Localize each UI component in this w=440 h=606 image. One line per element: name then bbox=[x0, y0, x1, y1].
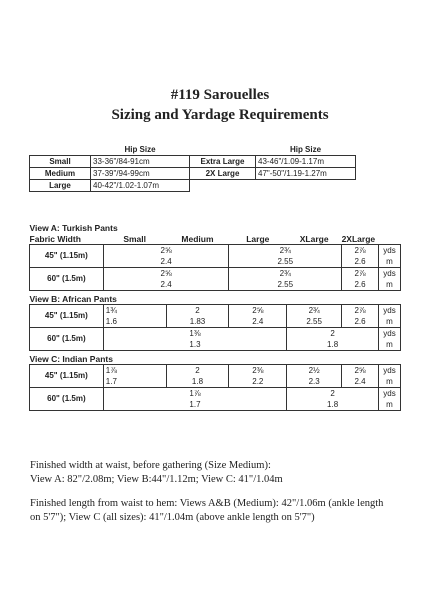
meter-value: 2.6 bbox=[342, 279, 379, 291]
unit-label: yds bbox=[378, 388, 400, 400]
table-row bbox=[30, 156, 356, 168]
unit-label: yds bbox=[378, 305, 400, 317]
meter-value: 1.83 bbox=[166, 316, 229, 328]
hip-size-table bbox=[29, 145, 356, 192]
meter-value: 1.8 bbox=[287, 399, 379, 411]
table-row bbox=[30, 305, 401, 317]
table-row bbox=[30, 328, 401, 340]
yardage-value: 2⅝ bbox=[342, 365, 379, 377]
note-line: View A: 82"/2.08m; View B:44"/1.12m; View C: 41"/1.04m bbox=[30, 474, 283, 485]
length-note bbox=[30, 497, 420, 525]
unit-label: yds bbox=[378, 268, 400, 280]
fabric-width: 60" (1.5m) bbox=[30, 328, 104, 351]
size-name: 2X Large bbox=[190, 168, 256, 180]
hip-size-header-right: Hip Size bbox=[289, 145, 322, 154]
document-subtitle: Sizing and Yardage Requirements bbox=[111, 107, 329, 123]
yardage-value: 2 bbox=[287, 328, 379, 340]
fabric-width: 60" (1.5m) bbox=[30, 268, 104, 291]
size-name: Small bbox=[30, 156, 91, 168]
hip-measure: 40-42"/1.02-1.07m bbox=[91, 180, 190, 192]
yardage-value: 2½ bbox=[287, 365, 342, 377]
size-name: Large bbox=[30, 180, 91, 192]
table-row bbox=[30, 245, 401, 257]
unit-label: yds bbox=[378, 328, 400, 340]
table-row bbox=[30, 365, 401, 377]
size-name: Medium bbox=[30, 168, 91, 180]
unit-label: yds bbox=[378, 245, 400, 257]
meter-value: 2.2 bbox=[229, 376, 287, 388]
table-row bbox=[30, 388, 401, 400]
yardage-value: 2⅜ bbox=[229, 365, 287, 377]
view-b-title: View B: African Pants bbox=[29, 293, 117, 304]
view-a-title: View A: Turkish Pants bbox=[29, 222, 118, 233]
hip-measure: 43-46"/1.09-1.17m bbox=[256, 156, 356, 168]
unit-label: m bbox=[378, 376, 400, 388]
yardage-value: 1⅜ bbox=[103, 328, 286, 340]
yardage-value: 2⅝ bbox=[229, 305, 287, 317]
meter-value: 1.3 bbox=[103, 339, 286, 351]
hip-measure: 37-39"/94-99cm bbox=[91, 168, 190, 180]
yardage-value: 1⅞ bbox=[103, 388, 286, 400]
yardage-value: 2 bbox=[166, 365, 229, 377]
yardage-value: 2⅝ bbox=[103, 245, 229, 257]
note-line: Finished length from waist to hem: Views A&B (Medium): 42"/1.06m (ankle length bbox=[30, 498, 384, 509]
col-large: Large bbox=[246, 233, 270, 244]
meter-value: 1.7 bbox=[103, 399, 286, 411]
fabric-width: 60" (1.5m) bbox=[30, 388, 104, 411]
meter-value: 2.4 bbox=[229, 316, 287, 328]
waist-width-note bbox=[30, 459, 420, 487]
fabric-width: 45" (1.15m) bbox=[30, 245, 104, 268]
yardage-value: 2⅞ bbox=[342, 268, 379, 280]
hip-size-header-left: Hip Size bbox=[124, 145, 156, 154]
hip-measure: 47"-50"/1.19-1.27m bbox=[256, 168, 356, 180]
note-line: on 5'7"); View C (all sizes): 41"/1.04m (above ankle length on 5'7") bbox=[30, 512, 315, 523]
yardage-value: 2 bbox=[287, 388, 379, 400]
meter-value: 2.4 bbox=[342, 376, 379, 388]
meter-value: 2.6 bbox=[342, 256, 379, 268]
unit-label: m bbox=[378, 339, 400, 351]
yardage-value: 2⅞ bbox=[342, 245, 379, 257]
yardage-value: 2⅝ bbox=[103, 268, 229, 280]
fabric-width-header: Fabric Width bbox=[29, 233, 81, 244]
yardage-value: 2¾ bbox=[229, 268, 342, 280]
col-small: Small bbox=[123, 233, 146, 244]
meter-value: 2.4 bbox=[103, 256, 229, 268]
unit-label: m bbox=[378, 256, 400, 268]
yardage-value: 2¾ bbox=[229, 245, 342, 257]
meter-value: 2.4 bbox=[103, 279, 229, 291]
unit-label: yds bbox=[378, 365, 400, 377]
yardage-value: 1⅞ bbox=[103, 365, 166, 377]
meter-value: 2.3 bbox=[287, 376, 342, 388]
col-xlarge: XLarge bbox=[299, 233, 329, 244]
meter-value: 1.7 bbox=[103, 376, 166, 388]
size-name: Extra Large bbox=[190, 156, 256, 168]
table-row bbox=[30, 180, 356, 192]
meter-value: 1.8 bbox=[287, 339, 379, 351]
yardage-value: 1¾ bbox=[103, 305, 166, 317]
yardage-value: 2 bbox=[166, 305, 229, 317]
table-row bbox=[30, 168, 356, 180]
view-c-title: View C: Indian Pants bbox=[29, 353, 113, 364]
document-title: #119 Sarouelles bbox=[170, 87, 270, 103]
meter-value: 2.55 bbox=[229, 279, 342, 291]
col-medium: Medium bbox=[181, 233, 214, 244]
yardage-table bbox=[29, 220, 401, 411]
hip-measure: 33-36"/84-91cm bbox=[91, 156, 190, 168]
yardage-value: 2¾ bbox=[287, 305, 342, 317]
meter-value: 1.6 bbox=[103, 316, 166, 328]
meter-value: 2.6 bbox=[342, 316, 379, 328]
note-line: Finished width at waist, before gathering (Size Medium): bbox=[30, 460, 271, 471]
meter-value: 1.8 bbox=[166, 376, 229, 388]
fabric-width: 45" (1.15m) bbox=[30, 365, 104, 388]
table-row bbox=[30, 268, 401, 280]
unit-label: m bbox=[378, 399, 400, 411]
unit-label: m bbox=[378, 316, 400, 328]
col-2xlarge: 2XLarge bbox=[341, 233, 376, 244]
yardage-value: 2⅞ bbox=[342, 305, 379, 317]
meter-value: 2.55 bbox=[287, 316, 342, 328]
fabric-width: 45" (1.15m) bbox=[30, 305, 104, 328]
meter-value: 2.55 bbox=[229, 256, 342, 268]
unit-label: m bbox=[378, 279, 400, 291]
